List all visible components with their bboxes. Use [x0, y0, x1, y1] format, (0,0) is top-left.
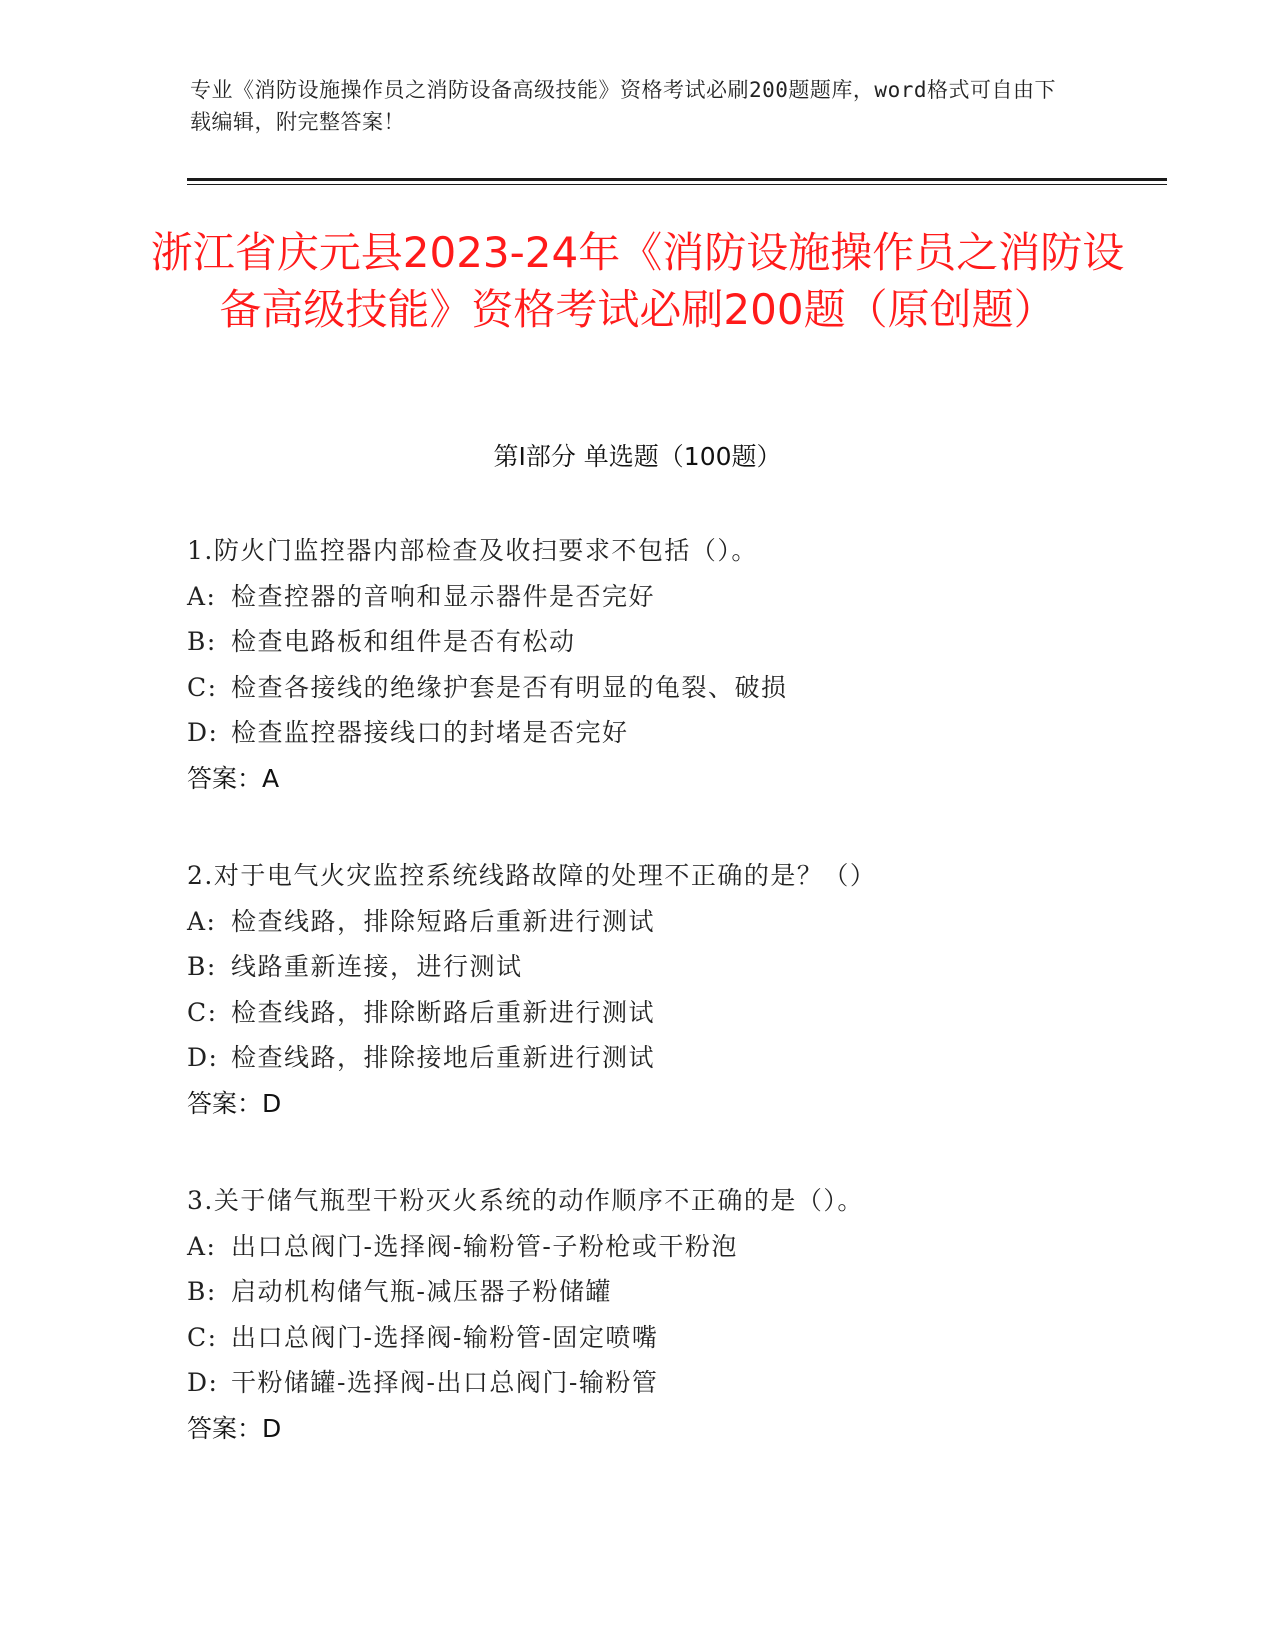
header-divider-thin: [187, 184, 1167, 185]
question-1: [187, 528, 1137, 801]
option-letter: A:: [187, 581, 217, 611]
question-3: [187, 1178, 1137, 1451]
option-text: 出口总阀门-选择阀-输粉管-固定喷嘴: [231, 1322, 659, 1352]
option-text: 检查控器的音响和显示器件是否完好: [231, 581, 656, 611]
option-letter: C:: [187, 672, 218, 702]
answer-line: 答案：D: [187, 1088, 282, 1118]
option-letter: D:: [187, 1043, 219, 1072]
option-c: [187, 665, 1137, 711]
option-text: 检查各接线的绝缘护套是否有明显的龟裂、破损: [231, 672, 788, 702]
option-text: 启动机构储气瓶-减压器子粉储罐: [231, 1277, 612, 1306]
header-note: 专业《消防设施操作员之消防设备高级技能》资格考试必刷200题题库，word格式可自由下载编辑，附完整答案！: [190, 78, 1056, 134]
option-text: 检查线路，排除接地后重新进行测试: [231, 1043, 656, 1072]
option-text: 检查线路，排除短路后重新进行测试: [231, 906, 656, 936]
section-heading: 第I部分 单选题（100题）: [493, 442, 782, 471]
option-b: [187, 944, 1137, 990]
question-stem: 3.关于储气瓶型干粉灭火系统的动作顺序不正确的是（）。: [187, 1186, 864, 1215]
option-text: 线路重新连接，进行测试: [231, 952, 523, 981]
option-letter: D:: [187, 1368, 219, 1397]
question-list: [187, 528, 1137, 1503]
option-c: [187, 990, 1137, 1036]
option-letter: B:: [187, 952, 217, 981]
option-letter: D:: [187, 718, 219, 747]
option-b: [187, 1269, 1137, 1315]
answer-line: 答案：D: [187, 1413, 282, 1443]
option-d: [187, 1035, 1137, 1081]
document-title: 浙江省庆元县2023-24年《消防设施操作员之消防设备高级技能》资格考试必刷200题（原创题）: [150, 228, 1125, 334]
option-d: [187, 710, 1137, 756]
option-c: [187, 1315, 1137, 1361]
question-2: [187, 853, 1137, 1126]
option-a: [187, 1224, 1137, 1270]
option-d: [187, 1360, 1137, 1406]
option-text: 干粉储罐-选择阀-出口总阀门-输粉管: [231, 1368, 659, 1397]
option-letter: B:: [187, 1277, 217, 1306]
answer-line: 答案：A: [187, 763, 280, 793]
option-a: [187, 574, 1137, 620]
option-letter: B:: [187, 627, 217, 656]
header-divider-thick: [187, 178, 1167, 181]
option-text: 出口总阀门-选择阀-输粉管-子粉枪或干粉泡: [231, 1231, 738, 1261]
option-b: [187, 619, 1137, 665]
option-letter: A:: [187, 906, 217, 936]
question-stem: 1.防火门监控器内部检查及收扫要求不包括（）。: [187, 536, 758, 565]
option-a: [187, 899, 1137, 945]
option-text: 检查监控器接线口的封堵是否完好: [231, 718, 629, 747]
option-letter: A:: [187, 1231, 217, 1261]
option-text: 检查线路，排除断路后重新进行测试: [231, 997, 656, 1027]
option-letter: C:: [187, 997, 218, 1027]
question-stem: 2.对于电气火灾监控系统线路故障的处理不正确的是？（）: [187, 861, 877, 890]
option-text: 检查电路板和组件是否有松动: [231, 627, 576, 656]
option-letter: C:: [187, 1322, 218, 1352]
